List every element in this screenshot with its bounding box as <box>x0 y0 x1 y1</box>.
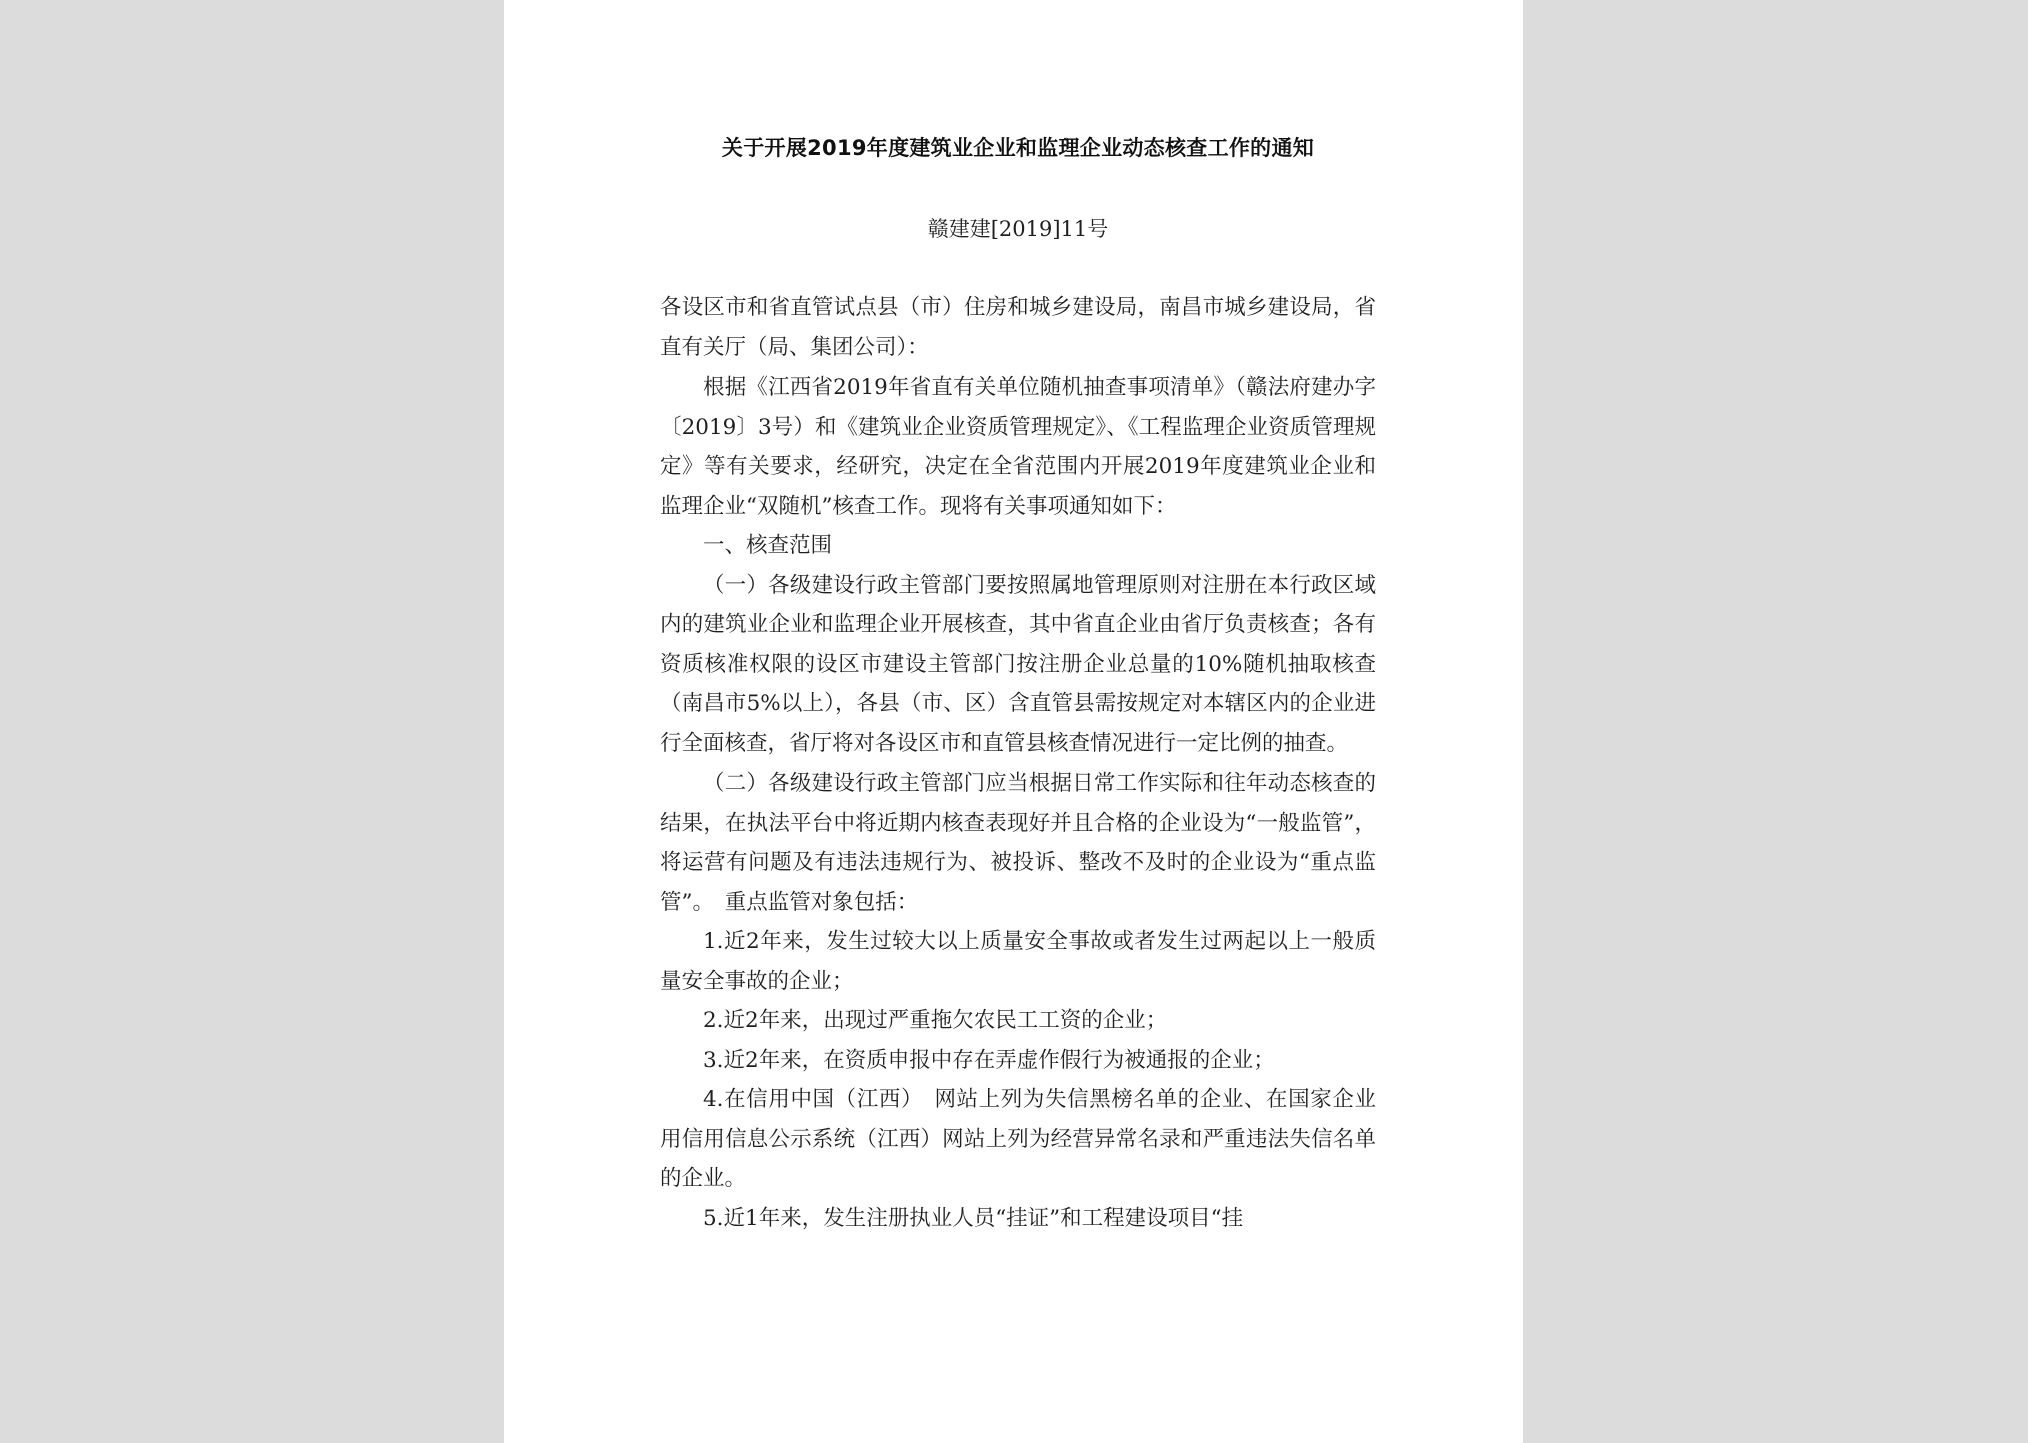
list-item: 4.在信用中国（江西） 网站上列为失信黑榜名单的企业、在国家企业用信用信息公示系统（江西）网站上列为经营异常名录和严重违法失信名单的企业。 <box>660 1087 1376 1191</box>
list-item: 5.近1年来，发生注册执业人员“挂证”和工程建设项目“挂 <box>703 1205 1244 1231</box>
document-title: 关于开展2019年度建筑业企业和监理企业动态核查工作的通知 <box>721 136 1315 160</box>
scope-item-2: （二）各级建设行政主管部门应当根据日常工作实际和往年动态核查的结果，在执法平台中将近期内核查表现好并且合格的企业设为“一般监管”，将运营有问题及有违法违规行为、被投诉、整改不及时的企业设为“重点监管”。 重点监管对象包括： <box>660 771 1376 915</box>
scope-item-1: （一）各级建设行政主管部门要按照属地管理原则对注册在本行政区域内的建筑业企业和监理企业开展核查，其中省直企业由省厅负责核查；各有资质核准权限的设区市建设主管部门按注册企业总量的10%随机抽取核查（南昌市5%以上），各县（市、区）含直管县需按规定对本辖区内的企业进行全面核查，省厅将对各设区市和直管县核查情况进行一定比例的抽查。 <box>660 572 1376 756</box>
section-heading: 一、核查范围 <box>703 533 833 558</box>
document-number: 赣建建[2019]11号 <box>927 217 1109 241</box>
list-item: 1.近2年来，发生过较大以上质量安全事故或者发生过两起以上一般质量安全事故的企业； <box>660 929 1376 994</box>
list-item: 3.近2年来，在资质申报中存在弄虚作假行为被通报的企业； <box>703 1047 1275 1073</box>
document-page <box>504 0 1523 1443</box>
intro-paragraph: 根据《江西省2019年省直有关单位随机抽查事项清单》（赣法府建办字〔2019〕3号）和《建筑业企业资质管理规定》、《工程监理企业资质管理规定》等有关要求，经研究，决定在全省范围内开展2019年度建筑业企业和监理企业“双随机”核查工作。现将有关事项通知如下： <box>660 375 1376 519</box>
addressee: 各设区市和省直管试点县（市）住房和城乡建设局，南昌市城乡建设局，省直有关厅（局、集团公司）： <box>660 295 1376 360</box>
document-body <box>660 288 1376 1238</box>
list-item: 2.近2年来，出现过严重拖欠农民工工资的企业； <box>703 1008 1168 1033</box>
